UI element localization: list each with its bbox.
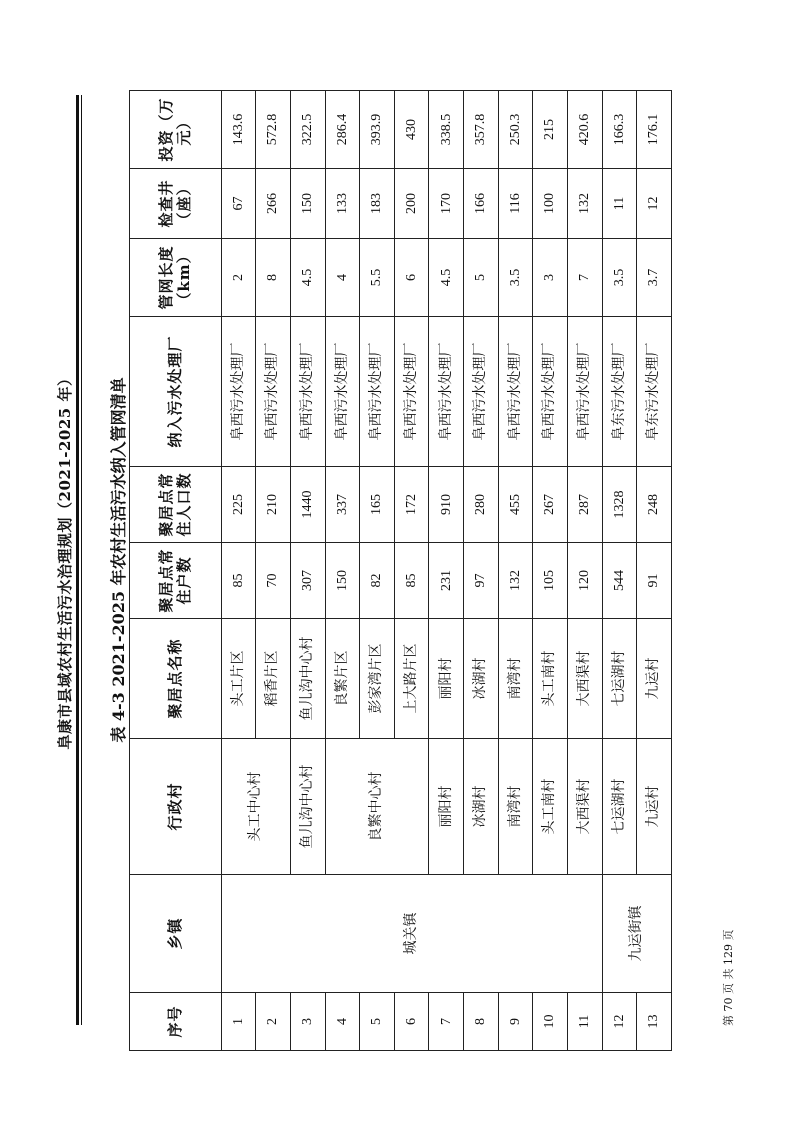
page-number-footer: 第 70 页 共 129 页	[722, 929, 735, 1026]
header-rule-thick	[76, 95, 79, 1025]
cell-point: 良繁片区	[325, 619, 360, 739]
cell-village: 头工南村	[533, 739, 568, 875]
cell-wells: 150	[290, 169, 325, 239]
cell-population: 1328	[602, 467, 637, 543]
cell-seq: 10	[533, 993, 568, 1051]
cell-plant: 阜西污水处理厂	[290, 317, 325, 467]
cell-seq: 13	[637, 993, 672, 1051]
cell-wells: 183	[360, 169, 395, 239]
cell-village: 丽阳村	[429, 739, 464, 875]
cell-village: 七运湖村	[602, 739, 637, 875]
cell-seq: 4	[325, 993, 360, 1051]
cell-length: 3.5	[498, 239, 533, 317]
col-header-investment: 投资（万元）	[130, 91, 222, 169]
cell-seq: 6	[394, 993, 429, 1051]
col-header-population: 聚居点常住人口数	[130, 467, 222, 543]
cell-plant: 阜西污水处理厂	[256, 317, 291, 467]
cell-length: 6	[394, 239, 429, 317]
cell-length: 5.5	[360, 239, 395, 317]
col-header-town: 乡镇	[130, 875, 222, 993]
cell-point: 七运湖村	[602, 619, 637, 739]
cell-households: 85	[221, 543, 256, 619]
cell-plant: 阜西污水处理厂	[533, 317, 568, 467]
cell-households: 307	[290, 543, 325, 619]
cell-village: 大西渠村	[567, 739, 602, 875]
cell-population: 172	[394, 467, 429, 543]
cell-point: 丽阳村	[429, 619, 464, 739]
cell-point: 彭家湾片区	[360, 619, 395, 739]
cell-length: 3.5	[602, 239, 637, 317]
cell-length: 4	[325, 239, 360, 317]
table-row	[221, 91, 256, 1051]
cell-population: 337	[325, 467, 360, 543]
cell-population: 910	[429, 467, 464, 543]
cell-investment: 176.1	[637, 91, 672, 169]
cell-wells: 266	[256, 169, 291, 239]
cell-length: 4.5	[429, 239, 464, 317]
cell-length: 8	[256, 239, 291, 317]
cell-plant: 阜西污水处理厂	[429, 317, 464, 467]
cell-population: 165	[360, 467, 395, 543]
col-header-point: 聚居点名称	[130, 619, 222, 739]
col-header-length: 管网长度（km）	[130, 239, 222, 317]
cell-town: 城关镇	[221, 875, 602, 993]
cell-households: 82	[360, 543, 395, 619]
col-header-village: 行政村	[130, 739, 222, 875]
cell-length: 3	[533, 239, 568, 317]
cell-population: 267	[533, 467, 568, 543]
cell-households: 85	[394, 543, 429, 619]
col-header-wells: 检查井（座）	[130, 169, 222, 239]
cell-households: 105	[533, 543, 568, 619]
col-header-seq: 序号	[130, 993, 222, 1051]
cell-households: 97	[464, 543, 499, 619]
cell-point: 大西渠村	[567, 619, 602, 739]
cell-population: 225	[221, 467, 256, 543]
cell-length: 2	[221, 239, 256, 317]
table-row	[602, 91, 637, 1051]
cell-households: 120	[567, 543, 602, 619]
cell-seq: 2	[256, 993, 291, 1051]
cell-length: 3.7	[637, 239, 672, 317]
cell-investment: 430	[394, 91, 429, 169]
cell-households: 544	[602, 543, 637, 619]
cell-village: 头工中心村	[221, 739, 290, 875]
cell-wells: 67	[221, 169, 256, 239]
cell-population: 455	[498, 467, 533, 543]
cell-village: 鱼儿沟中心村	[290, 739, 325, 875]
cell-population: 210	[256, 467, 291, 543]
cell-population: 248	[637, 467, 672, 543]
cell-point: 鱼儿沟中心村	[290, 619, 325, 739]
cell-investment: 572.8	[256, 91, 291, 169]
cell-investment: 322.5	[290, 91, 325, 169]
cell-length: 5	[464, 239, 499, 317]
cell-investment: 357.8	[464, 91, 499, 169]
col-header-households: 聚居点常住户数	[130, 543, 222, 619]
cell-investment: 250.3	[498, 91, 533, 169]
cell-point: 冰湖村	[464, 619, 499, 739]
cell-population: 287	[567, 467, 602, 543]
cell-plant: 阜西污水处理厂	[464, 317, 499, 467]
table-caption: 表 4-3 2021-2025 年农村生活污水纳入管网清单	[109, 377, 128, 743]
cell-village: 冰湖村	[464, 739, 499, 875]
cell-plant: 阜西污水处理厂	[567, 317, 602, 467]
document-header-title: 阜康市县域农村生活污水治理规划（2021-2025 年）	[56, 370, 74, 750]
cell-wells: 170	[429, 169, 464, 239]
cell-plant: 阜西污水处理厂	[360, 317, 395, 467]
cell-seq: 12	[602, 993, 637, 1051]
cell-wells: 100	[533, 169, 568, 239]
cell-households: 70	[256, 543, 291, 619]
cell-plant: 阜西污水处理厂	[498, 317, 533, 467]
cell-village: 良繁中心村	[325, 739, 429, 875]
cell-investment: 143.6	[221, 91, 256, 169]
cell-village: 南湾村	[498, 739, 533, 875]
cell-seq: 5	[360, 993, 395, 1051]
cell-population: 1440	[290, 467, 325, 543]
cell-investment: 393.9	[360, 91, 395, 169]
cell-investment: 215	[533, 91, 568, 169]
cell-seq: 9	[498, 993, 533, 1051]
cell-wells: 166	[464, 169, 499, 239]
cell-plant: 阜西污水处理厂	[325, 317, 360, 467]
cell-point: 头工片区	[221, 619, 256, 739]
cell-point: 南湾村	[498, 619, 533, 739]
cell-wells: 11	[602, 169, 637, 239]
cell-plant: 阜西污水处理厂	[394, 317, 429, 467]
sewage-pipe-network-table	[129, 90, 672, 1051]
cell-seq: 1	[221, 993, 256, 1051]
cell-plant: 阜东污水处理厂	[637, 317, 672, 467]
cell-households: 150	[325, 543, 360, 619]
cell-plant: 阜东污水处理厂	[602, 317, 637, 467]
cell-wells: 116	[498, 169, 533, 239]
cell-wells: 200	[394, 169, 429, 239]
cell-point: 九运村	[637, 619, 672, 739]
table-header-row	[130, 91, 222, 1051]
cell-point: 头工南村	[533, 619, 568, 739]
cell-seq: 8	[464, 993, 499, 1051]
col-header-plant: 纳入污水处理厂	[130, 317, 222, 467]
cell-investment: 338.5	[429, 91, 464, 169]
cell-plant: 阜西污水处理厂	[221, 317, 256, 467]
cell-length: 7	[567, 239, 602, 317]
cell-town: 九运街镇	[602, 875, 671, 993]
cell-population: 280	[464, 467, 499, 543]
cell-seq: 3	[290, 993, 325, 1051]
cell-wells: 133	[325, 169, 360, 239]
cell-households: 132	[498, 543, 533, 619]
cell-investment: 420.6	[567, 91, 602, 169]
cell-wells: 132	[567, 169, 602, 239]
cell-wells: 12	[637, 169, 672, 239]
cell-investment: 166.3	[602, 91, 637, 169]
cell-length: 4.5	[290, 239, 325, 317]
cell-households: 91	[637, 543, 672, 619]
header-rule-thin	[81, 95, 82, 1025]
cell-households: 231	[429, 543, 464, 619]
cell-point: 上大路片区	[394, 619, 429, 739]
cell-village: 九运村	[637, 739, 672, 875]
cell-seq: 11	[567, 993, 602, 1051]
cell-point: 稻香片区	[256, 619, 291, 739]
cell-investment: 286.4	[325, 91, 360, 169]
cell-seq: 7	[429, 993, 464, 1051]
